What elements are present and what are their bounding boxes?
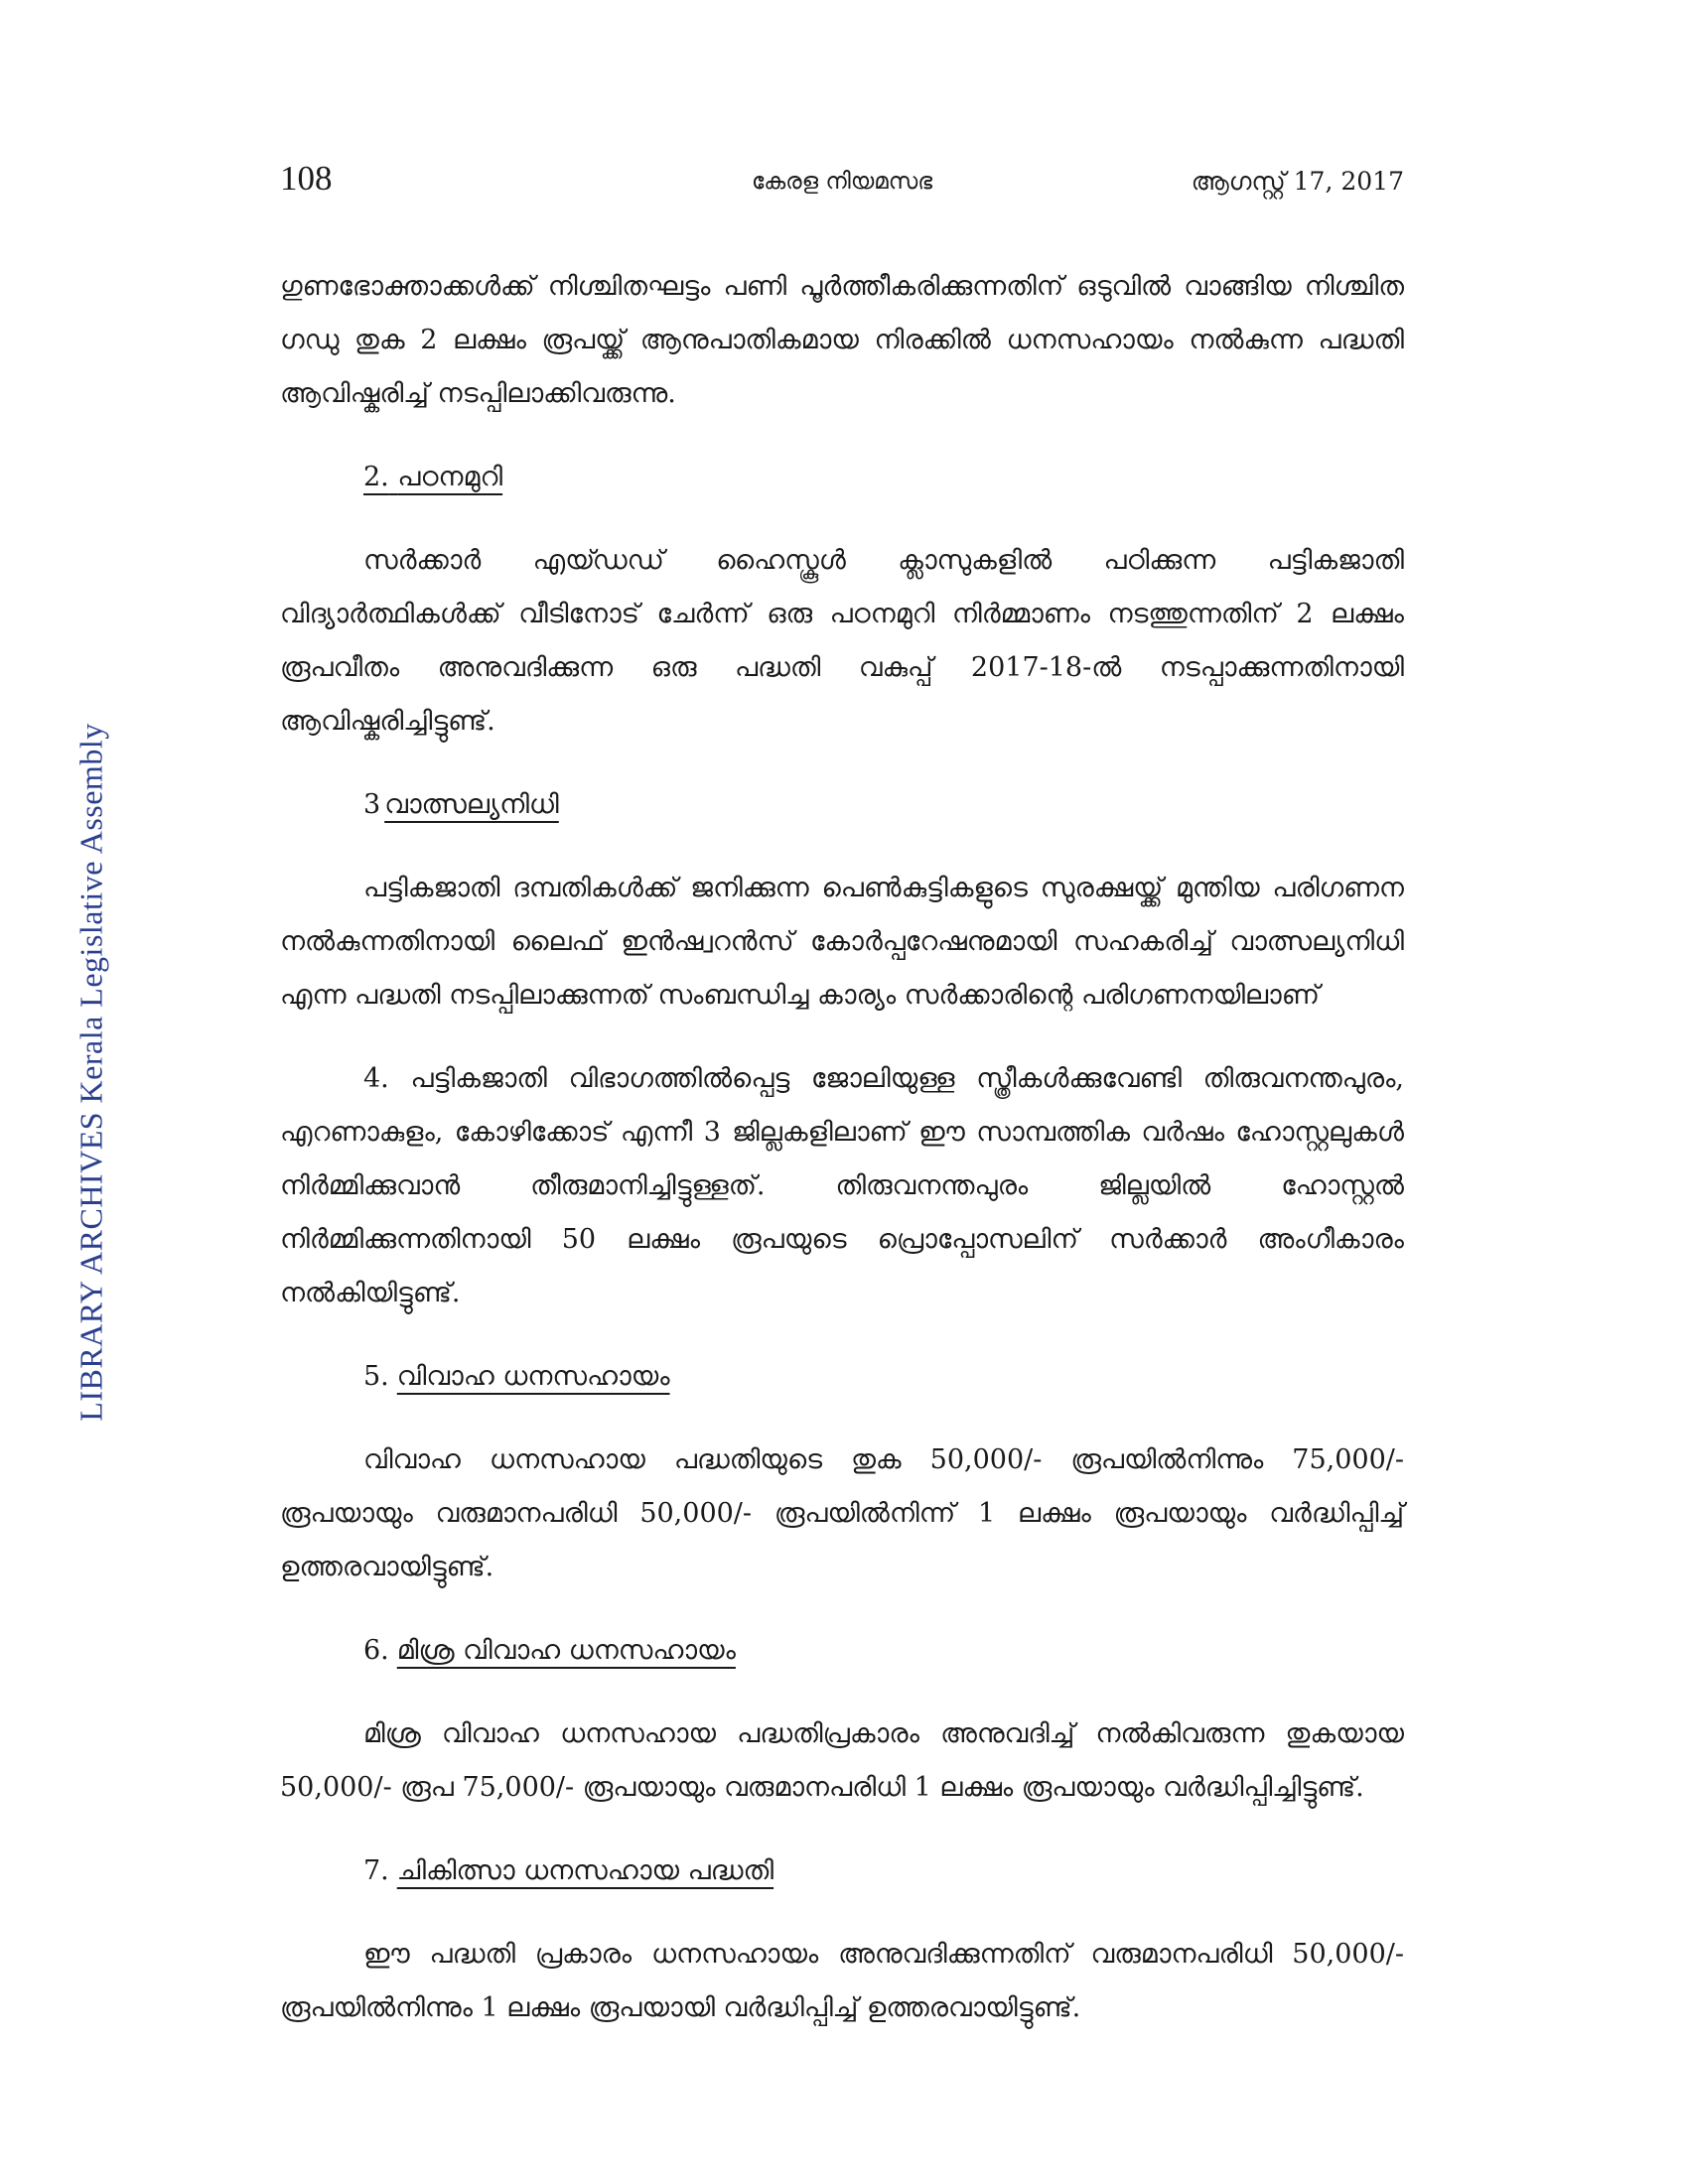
- section-number: 2.: [363, 462, 389, 492]
- section-title: മിശ്ര വിവാഹ ധനസഹായം: [396, 1635, 736, 1666]
- section-title: വിവാഹ ധനസഹായം: [396, 1361, 670, 1392]
- body-text: [280, 260, 1404, 2065]
- section-paragraph-padanamuri: സർക്കാർ എയ്ഡഡ് ഹൈസ്കൂൾ ക്ലാസുകളിൽ പഠിക്കുന്ന പട്ടികജാതി വിദ്യാർത്ഥികൾക്ക് വീടിനോട് ചേർന്ന് ഒരു പഠനമുറി നിർമ്മാണം നടത്തുന്നതിന് 2 ലക്ഷം രൂപവീതം അനുവദിക്കുന്ന ഒരു പദ്ധതി വകുപ്പ് 2017-18-ൽ നടപ്പാക്കുന്നതിനായി ആവിഷ്കരിച്ചിട്ടുണ്ട്.: [280, 545, 1404, 737]
- section-heading-text: [363, 462, 502, 492]
- section-paragraph-vivaha: വിവാഹ ധനസഹായ പദ്ധതിയുടെ തുക 50,000/- രൂപയിൽനിന്നും 75,000/- രൂപയായും വരുമാനപരിധി 50,000/- രൂപയിൽനിന്ന് 1 ലക്ഷം രൂപയായും വർദ്ധിപ്പിച്ച് ഉത്തരവായിട്ടുണ്ട്.: [280, 1444, 1404, 1582]
- section-paragraph-chikitsa: ഈ പദ്ധതി പ്രകാരം ധനസഹായം അനുവദിക്കുന്നതിന് വരുമാനപരിധി 50,000/- രൂപയിൽനിന്നും 1 ലക്ഷം രൂപയായി വർദ്ധിപ്പിച്ച് ഉത്തരവായിട്ടുണ്ട്.: [280, 1939, 1404, 2023]
- section-number: 3: [363, 789, 381, 820]
- section-number: 7.: [363, 1855, 389, 1886]
- section-number: 6.: [363, 1635, 389, 1666]
- section-heading-mishra-vivaha: [363, 1624, 1404, 1678]
- running-title: കേരള നിയമസഭ: [751, 169, 933, 195]
- section-heading-vivaha: [363, 1350, 1404, 1404]
- section-heading-padanamuri: [363, 451, 1404, 504]
- section-number: 5.: [363, 1361, 389, 1392]
- section-paragraph-mishra-vivaha: മിശ്ര വിവാഹ ധനസഹായ പദ്ധതിപ്രകാരം അനുവദിച്ച് നൽകിവരുന്ന തുകയായ 50,000/- രൂപ 75,000/- രൂപയായും വരുമാനപരിധി 1 ലക്ഷം രൂപയായും വർദ്ധിപ്പിച്ചിട്ടുണ്ട്.: [280, 1718, 1404, 1803]
- section-paragraph-vatsalyanidhi: പട്ടികജാതി ദമ്പതികൾക്ക് ജനിക്കുന്ന പെൺകുട്ടികളുടെ സുരക്ഷയ്ക്ക് മുന്തിയ പരിഗണന നൽകുന്നതിനായി ലൈഫ് ഇൻഷ്വറൻസ് കോർപ്പറേഷനുമായി സഹകരിച്ച് വാത്സല്യനിധി എന്ന പദ്ധതി നടപ്പിലാക്കുന്നത് സംബന്ധിച്ച കാര്യം സർക്കാരിന്റെ പരിഗണനയിലാണ്: [280, 873, 1404, 1011]
- section-title: ചികിത്സാ ധനസഹായ പദ്ധതി: [396, 1855, 774, 1886]
- intro-paragraph: ഗുണഭോക്താക്കൾക്ക് നിശ്ചിതഘട്ടം പണി പൂർത്തീകരിക്കുന്നതിന് ഒടുവിൽ വാങ്ങിയ നിശ്ചിത ഗഡു തുക 2 ലക്ഷം രൂപയ്ക്ക് ആനുപാതികമായ നിരക്കിൽ ധനസഹായം നൽകുന്ന പദ്ധതി ആവിഷ്കരിച്ച് നടപ്പിലാക്കിവരുന്നു.: [280, 271, 1404, 409]
- header-date: ആഗസ്റ്റ് 17, 2017: [1191, 167, 1404, 196]
- section-title: പഠനമുറി: [397, 462, 503, 492]
- section-heading-chikitsa: [363, 1844, 1404, 1898]
- section-title: വാത്സല്യനിധി: [384, 789, 559, 820]
- archive-watermark: LIBRARY ARCHIVES Kerala Legislative Assembly: [72, 723, 109, 1422]
- section-paragraph-hostels: 4. പട്ടികജാതി വിഭാഗത്തിൽപ്പെട്ട ജോലിയുള്ള സ്ത്രീകൾക്കുവേണ്ടി തിരുവനന്തപുരം, എറണാകുളം, കോഴിക്കോട് എന്നീ 3 ജില്ലകളിലാണ് ഈ സാമ്പത്തിക വർഷം ഹോസ്റ്റലുകൾ നിർമ്മിക്കുവാൻ തീരുമാനിച്ചിട്ടുള്ളത്. തിരുവനന്തപുരം ജില്ലയിൽ ഹോസ്റ്റൽ നിർമ്മിക്കുന്നതിനായി 50 ലക്ഷം രൂപയുടെ പ്രൊപ്പോസലിന് സർക്കാർ അംഗീകാരം നൽകിയിട്ടുണ്ട്.: [280, 1063, 1404, 1308]
- section-heading-vatsalyanidhi: [363, 778, 1404, 832]
- page-number: 108: [280, 159, 333, 198]
- page-header: [280, 159, 1404, 208]
